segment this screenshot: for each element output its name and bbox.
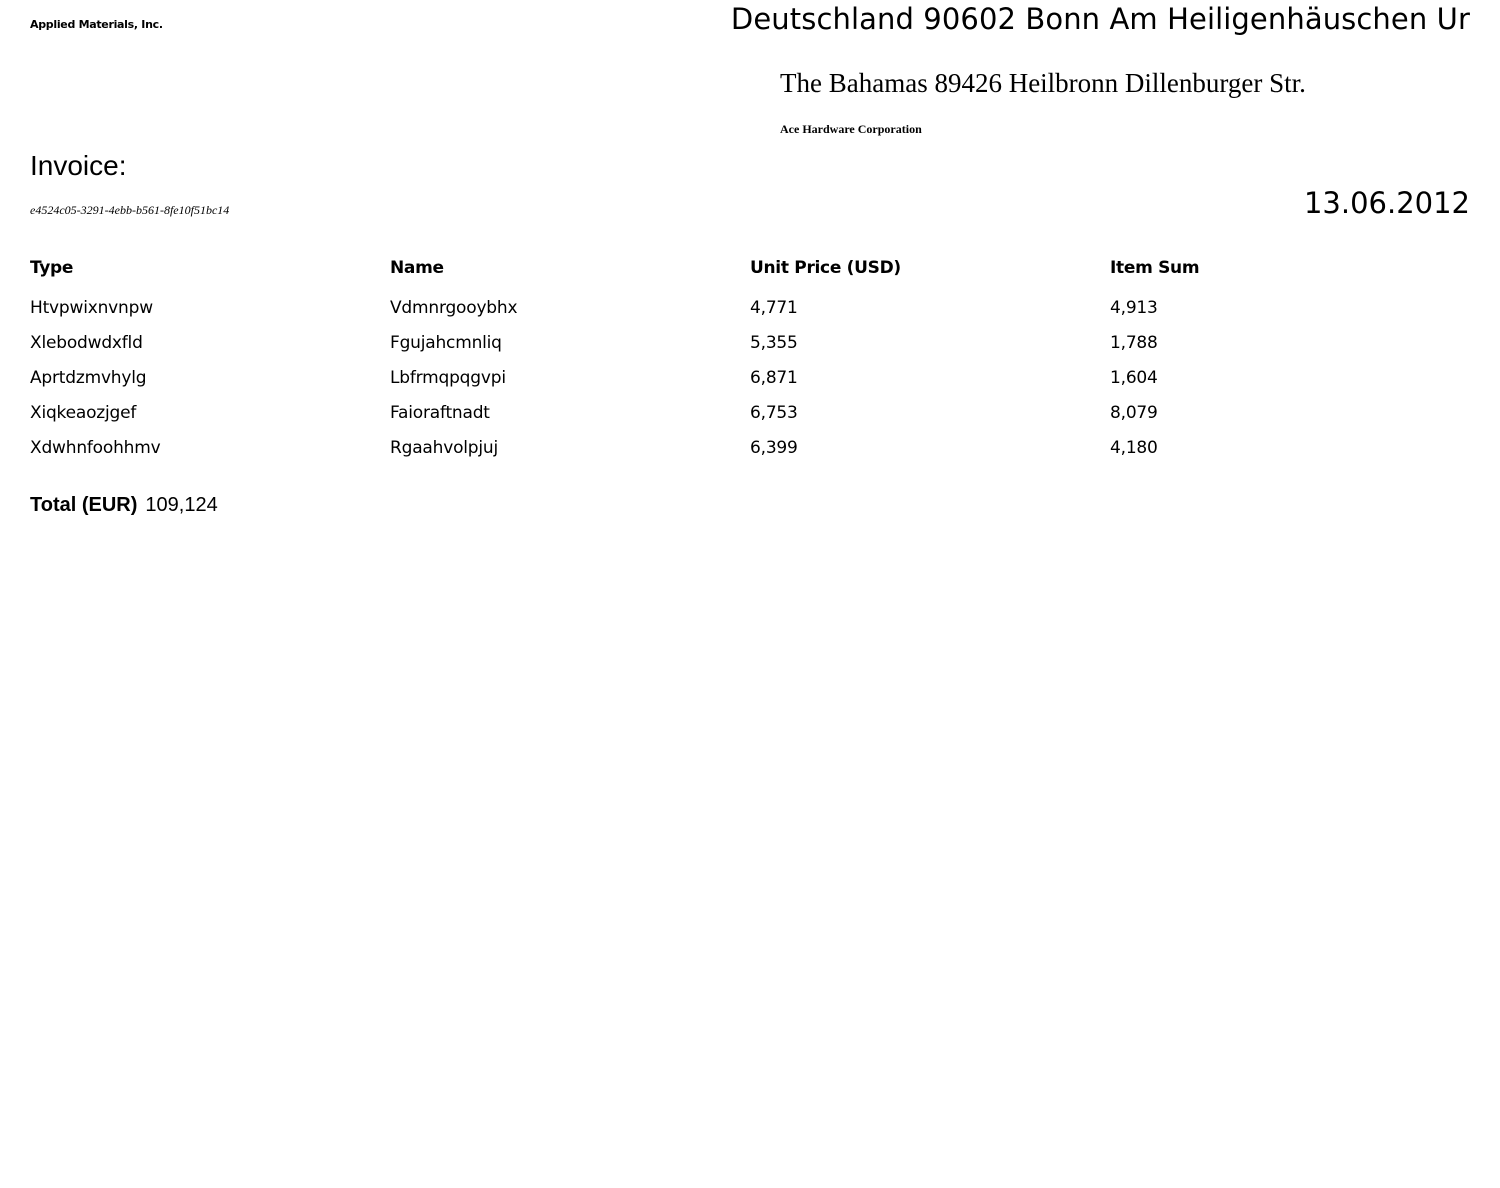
cell-type: Xlebodwdxfld bbox=[30, 333, 143, 353]
cell-unit-price: 5,355 bbox=[750, 333, 798, 353]
cell-unit-price: 6,753 bbox=[750, 403, 798, 423]
cell-type: Xiqkeaozjgef bbox=[30, 403, 137, 423]
sender-company: Applied Materials, Inc. bbox=[30, 18, 163, 31]
invoice-title: Invoice: bbox=[30, 150, 127, 181]
column-header-type: Type bbox=[30, 258, 74, 278]
table-row bbox=[30, 403, 1470, 438]
cell-unit-price: 4,771 bbox=[750, 298, 798, 318]
items-table bbox=[30, 258, 1470, 473]
cell-unit-price: 6,871 bbox=[750, 368, 798, 388]
cell-name: Lbfrmqpqgvpi bbox=[390, 368, 506, 388]
cell-name: Rgaahvolpjuj bbox=[390, 438, 499, 458]
table-row bbox=[30, 368, 1470, 403]
cell-type: Htvpwixnvnpw bbox=[30, 298, 153, 318]
recipient-company: Ace Hardware Corporation bbox=[780, 122, 922, 136]
cell-item-sum: 1,788 bbox=[1110, 333, 1158, 353]
cell-item-sum: 1,604 bbox=[1110, 368, 1158, 388]
table-row bbox=[30, 298, 1470, 333]
cell-name: Fgujahcmnliq bbox=[390, 333, 502, 353]
recipient-address-line1: Deutschland 90602 Bonn Am Heiligenhäuschen Ur bbox=[730, 2, 1470, 36]
invoice-total bbox=[30, 494, 218, 517]
invoice-date: 13.06.2012 bbox=[1303, 186, 1470, 220]
column-header-unit-price: Unit Price (USD) bbox=[750, 258, 901, 278]
table-row bbox=[30, 333, 1470, 368]
cell-name: Vdmnrgooybhx bbox=[390, 298, 518, 318]
cell-type: Xdwhnfoohhmv bbox=[30, 438, 161, 458]
recipient-address-line2: The Bahamas 89426 Heilbronn Dillenburger Str. bbox=[780, 68, 1306, 98]
total-label: Total (EUR) bbox=[30, 494, 138, 516]
table-header-row bbox=[30, 258, 1470, 298]
cell-unit-price: 6,399 bbox=[750, 438, 798, 458]
cell-item-sum: 8,079 bbox=[1110, 403, 1158, 423]
cell-name: Faioraftnadt bbox=[390, 403, 490, 423]
total-value: 109,124 bbox=[145, 494, 218, 516]
invoice-id: e4524c05-3291-4ebb-b561-8fe10f51bc14 bbox=[30, 203, 230, 217]
column-header-name: Name bbox=[390, 258, 444, 278]
cell-type: Aprtdzmvhylg bbox=[30, 368, 147, 388]
cell-item-sum: 4,180 bbox=[1110, 438, 1158, 458]
cell-item-sum: 4,913 bbox=[1110, 298, 1158, 318]
column-header-item-sum: Item Sum bbox=[1110, 258, 1200, 278]
table-row bbox=[30, 438, 1470, 473]
